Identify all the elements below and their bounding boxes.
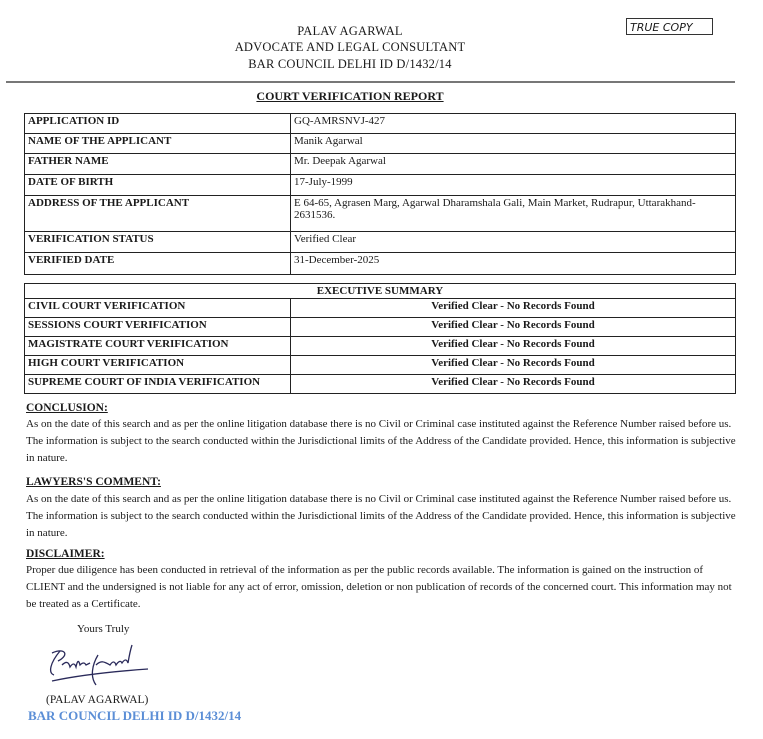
applicant-details-table [24, 113, 736, 275]
row-value: Verified Clear - No Records Found [291, 375, 736, 394]
executive-summary-table [24, 283, 736, 394]
table-row [25, 337, 736, 356]
row-value: Mr. Deepak Agarwal [291, 154, 736, 175]
row-label: FATHER NAME [25, 154, 291, 175]
lawyers-comment-heading: LAWYERS'S COMMENT: [26, 476, 161, 488]
signatory-name: (PALAV AGARWAL) [46, 694, 149, 706]
row-value: 17-July-1999 [291, 175, 736, 196]
table-row [25, 134, 736, 154]
row-value: E 64-65, Agrasen Marg, Agarwal Dharamshala Gali, Main Market, Rudrapur, Uttarakhand-2631536. [291, 196, 736, 232]
row-label: VERIFIED DATE [25, 253, 291, 275]
table-row [25, 318, 736, 337]
row-value: Manik Agarwal [291, 134, 736, 154]
row-label: MAGISTRATE COURT VERIFICATION [25, 337, 291, 356]
row-label: SUPREME COURT OF INDIA VERIFICATION [25, 375, 291, 394]
advocate-name: PALAV AGARWAL [297, 24, 403, 38]
table-row [25, 299, 736, 318]
table-row [25, 375, 736, 394]
row-value: Verified Clear - No Records Found [291, 299, 736, 318]
table-row [25, 196, 736, 232]
signature-image [40, 643, 160, 688]
row-label: ADDRESS OF THE APPLICANT [25, 196, 291, 232]
row-label: HIGH COURT VERIFICATION [25, 356, 291, 375]
row-value: 31-December-2025 [291, 253, 736, 275]
closing: Yours Truly [77, 623, 130, 635]
header-divider [6, 81, 735, 83]
conclusion-heading: CONCLUSION: [26, 402, 108, 414]
row-label: APPLICATION ID [25, 114, 291, 134]
row-label: NAME OF THE APPLICANT [25, 134, 291, 154]
bar-council-id: BAR COUNCIL DELHI ID D/1432/14 [248, 57, 452, 71]
disclaimer-text: Proper due diligence has been conducted in retrieval of the information as per the public records available. The information is gained on the instruction of CLIENT and the undersigned is not liable for any act of error, omission, deletion or non publication of records of the concerned court. This information may not be treated as a Certificate. [26, 564, 732, 610]
summary-heading: EXECUTIVE SUMMARY [25, 284, 736, 299]
row-label: SESSIONS COURT VERIFICATION [25, 318, 291, 337]
row-value: Verified Clear - No Records Found [291, 337, 736, 356]
row-value: Verified Clear - No Records Found [291, 318, 736, 337]
row-value: Verified Clear [291, 232, 736, 253]
advocate-designation: ADVOCATE AND LEGAL CONSULTANT [234, 40, 466, 54]
disclaimer-heading: DISCLAIMER: [26, 548, 105, 560]
table-row [25, 232, 736, 253]
lawyers-comment-text: As on the date of this search and as per the online litigation database there is no Civil or Criminal case instituted against the Reference Number raised before us. The information is subject to the search conducted within the Jurisdictional limits of the Address of the Candidate provided. Hence, this information is subjective in nature. [26, 493, 736, 539]
footer-bar-council-id: BAR COUNCIL DELHI ID D/1432/14 [28, 708, 242, 723]
report-title: COURT VERIFICATION REPORT [256, 89, 444, 103]
row-label: DATE OF BIRTH [25, 175, 291, 196]
true-copy-stamp: TRUE COPY [626, 18, 713, 35]
table-row [25, 175, 736, 196]
row-value: GQ-AMRSNVJ-427 [291, 114, 736, 134]
table-row [25, 154, 736, 175]
conclusion-text: As on the date of this search and as per the online litigation database there is no Civil or Criminal case instituted against the Reference Number raised before us. The information is subject to the search conducted within the Jurisdictional limits of the Address of the Candidate provided. Hence, this information is subjective in nature. [26, 418, 736, 464]
table-row [25, 356, 736, 375]
row-value: Verified Clear - No Records Found [291, 356, 736, 375]
row-label: CIVIL COURT VERIFICATION [25, 299, 291, 318]
row-label: VERIFICATION STATUS [25, 232, 291, 253]
table-row [25, 253, 736, 275]
table-row [25, 114, 736, 134]
